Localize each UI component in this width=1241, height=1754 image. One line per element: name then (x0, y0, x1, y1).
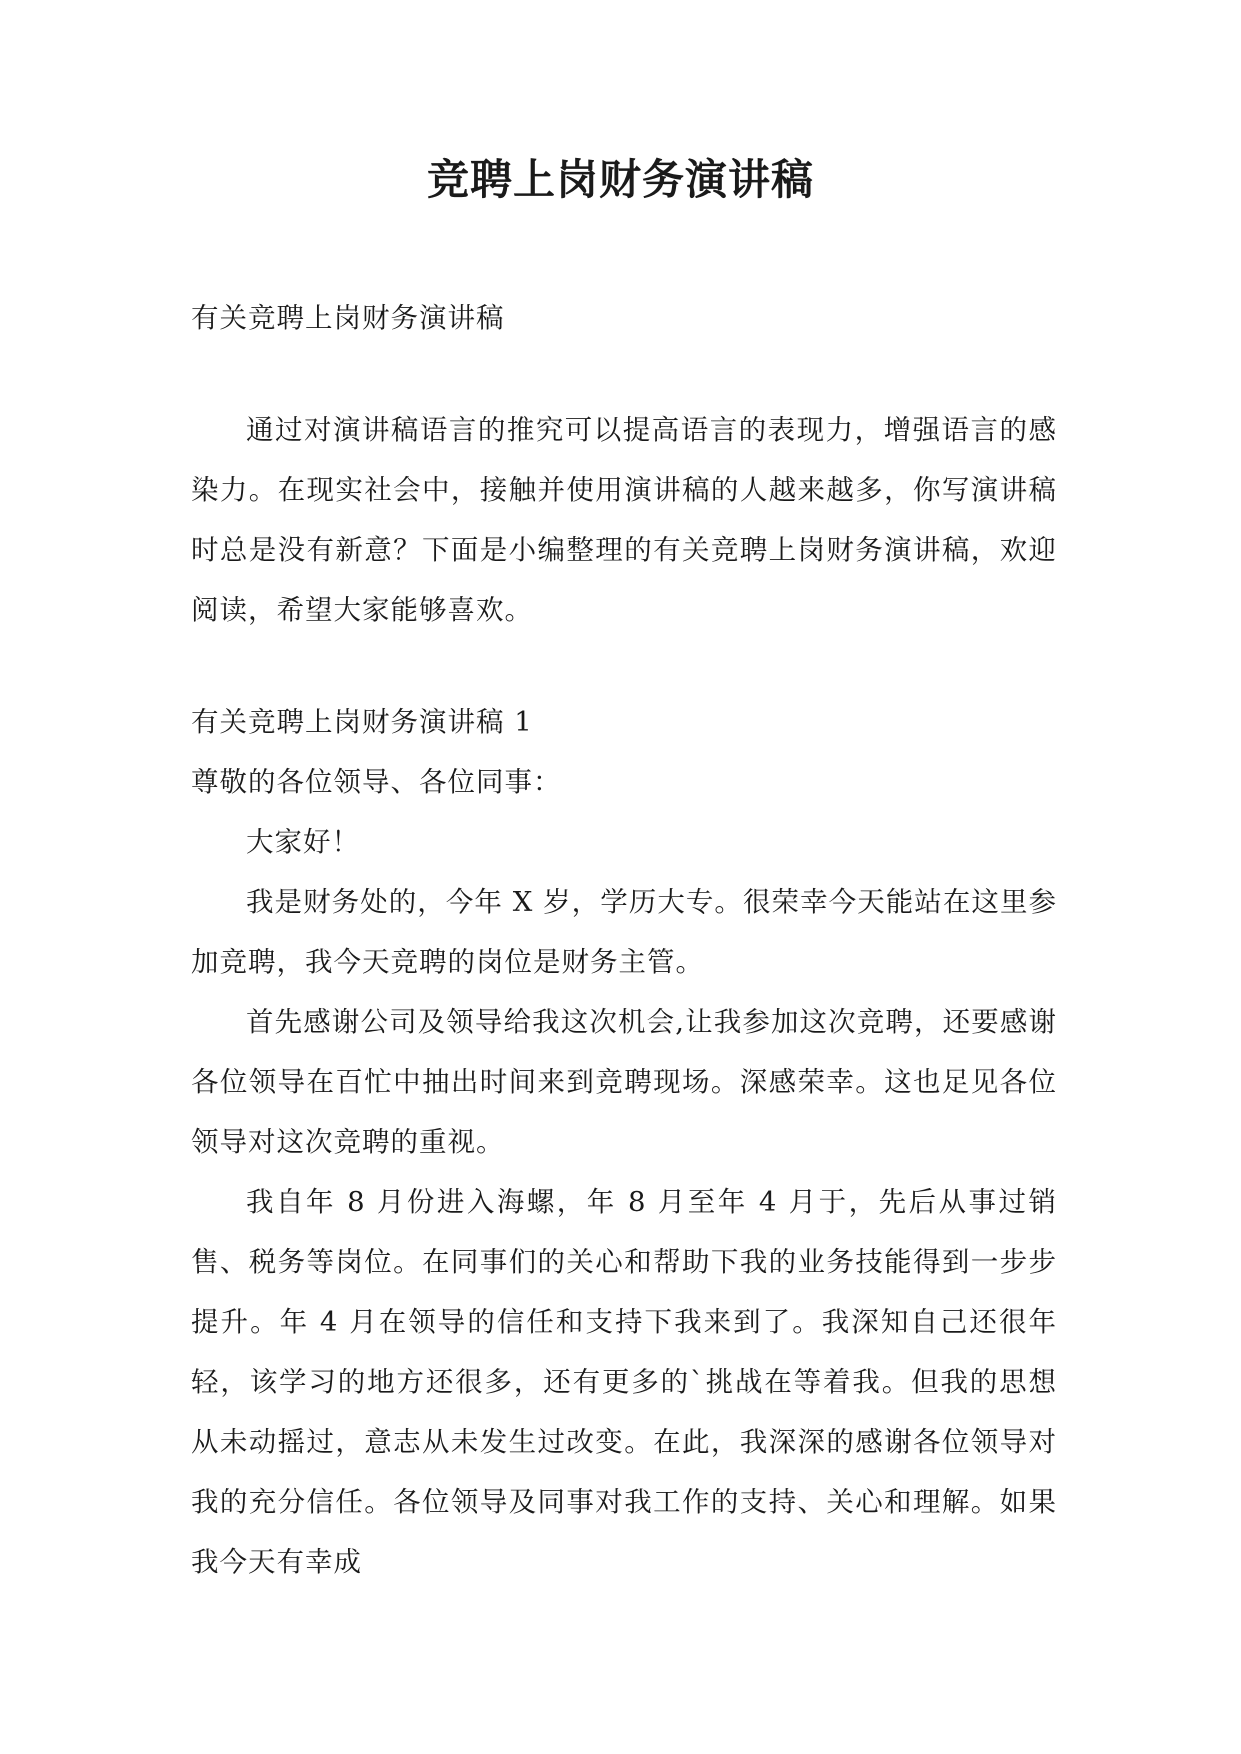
body-paragraph-thanks: 首先感谢公司及领导给我这次机会,让我参加这次竞聘，还要感谢各位领导在百忙中抽出时间来到竞聘现场。深感荣幸。这也足见各位领导对这次竞聘的重视。 (191, 1006, 1057, 1158)
body-paragraph-introduction: 我是财务处的，今年 X 岁，学历大专。很荣幸今天能站在这里参加竞聘，我今天竞聘的岗位是财务主管。 (191, 886, 1057, 978)
document-subtitle: 有关竞聘上岗财务演讲稿 (191, 302, 505, 334)
body-paragraph-greeting: 大家好！ (246, 826, 360, 858)
document-body (191, 288, 1057, 1592)
body-paragraph-experience: 我自年 8 月份进入海螺，年 8 月至年 4 月于，先后从事过销售、税务等岗位。在同事们的关心和帮助下我的业务技能得到一步步提升。年 4 月在领导的信任和支持下我来到了。我深知自己还很年轻，该学习的地方还很多，还有更多的`挑战在等着我。但我的思想从未动摇过，意志从未发生过改变。在此，我深深的感谢各位领导对我的充分信任。各位领导及同事对我工作的支持、关心和理解。如果我今天有幸成 (191, 1186, 1057, 1578)
intro-paragraph: 通过对演讲稿语言的推究可以提高语言的表现力，增强语言的感染力。在现实社会中，接触并使用演讲稿的人越来越多，你写演讲稿时总是没有新意？下面是小编整理的有关竞聘上岗财务演讲稿，欢迎阅读，希望大家能够喜欢。 (191, 414, 1057, 626)
document-title: 竞聘上岗财务演讲稿 (426, 155, 814, 204)
section-heading: 有关竞聘上岗财务演讲稿 1 (191, 706, 533, 738)
salutation: 尊敬的各位领导、各位同事： (191, 766, 562, 798)
